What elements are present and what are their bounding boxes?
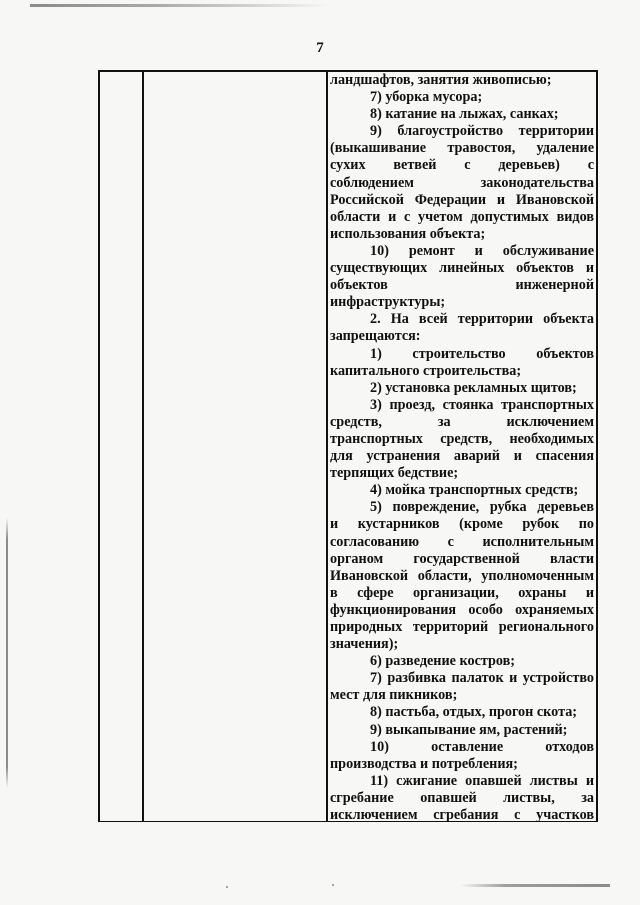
text-line: мест для пикников; bbox=[330, 687, 458, 704]
text-line: использования объекта; bbox=[330, 225, 486, 242]
text-line: в сфере организации, охраны и bbox=[330, 584, 594, 601]
text-line: 6) разведение костров; bbox=[370, 653, 516, 670]
document-table bbox=[98, 70, 598, 822]
text-line: транспортных средств, необходимых bbox=[330, 430, 594, 447]
text-line: 9) выкапывание ям, растений; bbox=[370, 721, 568, 738]
text-line: 2. На всей территории объекта bbox=[370, 311, 594, 328]
table-border-right bbox=[596, 70, 598, 822]
scan-artifact-top bbox=[30, 4, 330, 7]
text-line: 1) строительство объектов bbox=[370, 345, 594, 362]
text-line: сухих ветвей с деревьев) с bbox=[330, 157, 594, 174]
text-line: (выкашивание травостоя, удаление bbox=[330, 140, 594, 157]
text-line: согласованию с исполнительным bbox=[330, 533, 594, 550]
scan-speck bbox=[226, 886, 228, 888]
text-line: 9) благоустройство территории bbox=[370, 123, 594, 140]
text-line: функционирования особо охраняемых bbox=[330, 601, 594, 618]
text-line: терпящих бедствие; bbox=[330, 465, 459, 482]
text-line: и кустарников (кроме рубок по bbox=[330, 516, 594, 533]
text-line: 10) ремонт и обслуживание bbox=[370, 242, 594, 259]
text-line: 10) оставление отходов bbox=[370, 738, 594, 755]
text-line: ландшафтов, занятия живописью; bbox=[330, 72, 552, 88]
text-line: 7) разбивка палаток и устройство bbox=[370, 670, 594, 687]
table-column-divider-1 bbox=[142, 70, 144, 822]
scan-speck bbox=[332, 884, 334, 886]
text-line: 8) пастьба, отдых, прогон скота; bbox=[370, 704, 578, 721]
text-line: сгребание опавшей листвы, за bbox=[330, 789, 594, 806]
table-cell-text bbox=[330, 72, 594, 824]
text-line: объектов инженерной bbox=[330, 277, 594, 294]
text-line: 7) уборка мусора; bbox=[370, 89, 483, 106]
text-line: 11) сжигание опавшей листвы и bbox=[370, 772, 594, 789]
text-line: Ивановской области, уполномоченным bbox=[330, 567, 594, 584]
text-line: соблюдением законодательства bbox=[330, 174, 594, 191]
table-border-left bbox=[98, 70, 100, 822]
text-line: области и с учетом допустимых видов bbox=[330, 208, 594, 225]
scan-artifact-left bbox=[6, 518, 8, 788]
text-line: 5) повреждение, рубка деревьев bbox=[370, 499, 594, 516]
text-line: производства и потребления; bbox=[330, 755, 518, 772]
text-line: существующих линейных объектов и bbox=[330, 260, 594, 277]
text-line: запрещаются: bbox=[330, 328, 421, 345]
text-line: значения); bbox=[330, 636, 399, 653]
scan-artifact-bottom bbox=[460, 884, 610, 887]
table-column-divider-2 bbox=[326, 70, 328, 822]
text-line: Российской Федерации и Ивановской bbox=[330, 191, 594, 208]
text-line: 4) мойка транспортных средств; bbox=[370, 482, 579, 499]
text-line: 2) установка рекламных щитов; bbox=[370, 379, 577, 396]
text-line: инфраструктуры; bbox=[330, 294, 446, 311]
text-line: органом государственной власти bbox=[330, 550, 594, 567]
text-line: капитального строительства; bbox=[330, 362, 522, 379]
page-number: 7 bbox=[316, 40, 324, 56]
text-line: для устранения аварий и спасения bbox=[330, 448, 594, 465]
text-line: 8) катание на лыжах, санках; bbox=[370, 106, 559, 123]
text-line: средств, за исключением bbox=[330, 413, 594, 430]
text-line: исключением сгребания с участков bbox=[330, 807, 594, 824]
text-line: природных территорий регионального bbox=[330, 619, 594, 635]
text-line: 3) проезд, стоянка транспортных bbox=[370, 396, 594, 413]
